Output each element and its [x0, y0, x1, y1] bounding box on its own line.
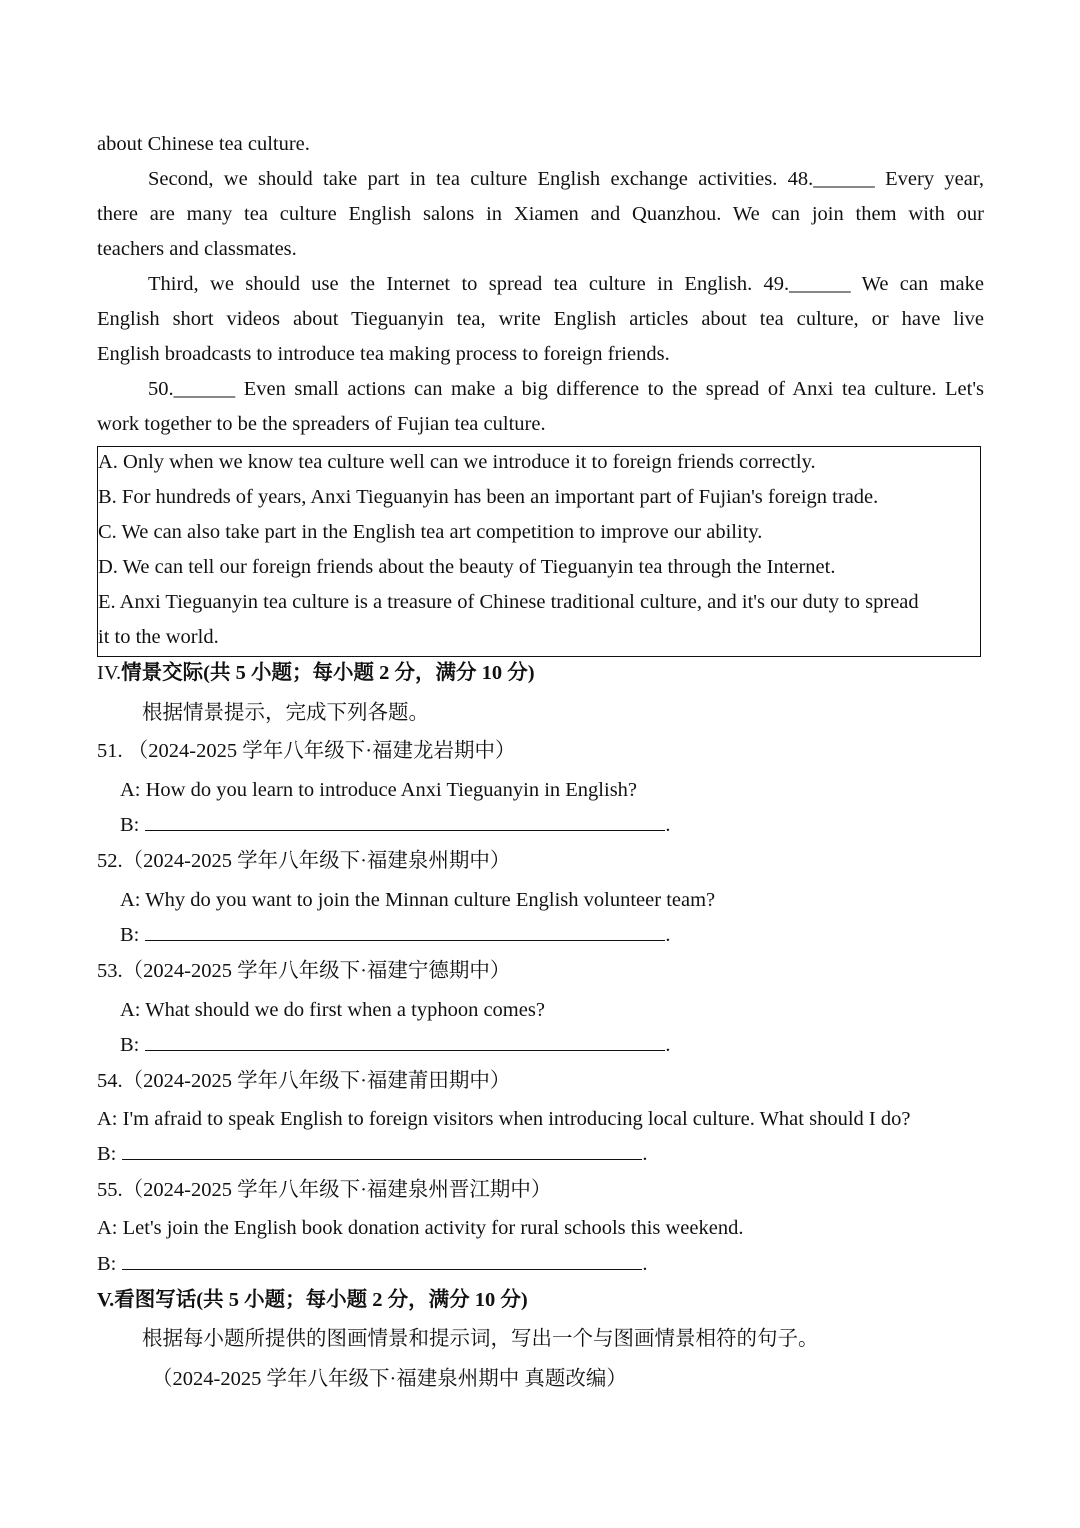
passage-line: Second, we should take part in tea culture English exchange activities. 48.______ Every year, [148, 168, 984, 190]
passage-line: there are many tea culture English salons in Xiamen and Quanzhou. We can join them with our [97, 203, 984, 225]
answer-label: B: [97, 1253, 117, 1275]
option-a: A. Only when we know tea culture well can we introduce it to foreign friends correctly. [98, 451, 816, 473]
passage-line: English broadcasts to introduce tea making process to foreign friends. [97, 343, 670, 365]
question-55-answer-line [97, 1251, 648, 1277]
question-52-header: 52.（2024-2025 学年八年级下·福建泉州期中） [97, 850, 511, 872]
option-d: D. We can tell our foreign friends about the beauty of Tieguanyin tea through the Internet. [98, 556, 836, 578]
option-c: C. We can also take part in the English tea art competition to improve our ability. [98, 521, 763, 543]
question-51-prompt: A: How do you learn to introduce Anxi Tieguanyin in English? [120, 779, 638, 801]
answer-blank[interactable] [145, 922, 665, 941]
question-54-answer-line [97, 1141, 648, 1167]
question-53-answer-line [120, 1032, 671, 1058]
passage-line: about Chinese tea culture. [97, 133, 310, 155]
answer-blank[interactable] [145, 1032, 665, 1051]
passage-line: 50.______ Even small actions can make a big difference to the spread of Anxi tea culture. Let's [148, 378, 984, 400]
answer-period: . [665, 924, 671, 946]
question-53-prompt: A: What should we do first when a typhoon comes? [120, 999, 545, 1021]
section-4-instruction: 根据情景提示，完成下列各题。 [142, 702, 429, 724]
section-4-heading [97, 660, 535, 686]
question-55-prompt: A: Let's join the English book donation activity for rural schools this weekend. [97, 1217, 744, 1239]
answer-label: B: [120, 1034, 140, 1056]
answer-period: . [665, 814, 671, 836]
question-52-answer-line [120, 922, 671, 948]
question-51-answer-line [120, 812, 671, 838]
option-e: E. Anxi Tieguanyin tea culture is a treasure of Chinese traditional culture, and it's our duty to spread [98, 591, 919, 613]
option-b: B. For hundreds of years, Anxi Tieguanyin has been an important part of Fujian's foreign trade. [98, 486, 879, 508]
passage-line: work together to be the spreaders of Fujian tea culture. [97, 413, 546, 435]
answer-label: B: [97, 1143, 117, 1165]
passage-line: teachers and classmates. [97, 238, 297, 260]
options-box [97, 446, 981, 657]
question-55-header: 55.（2024-2025 学年八年级下·福建泉州晋江期中） [97, 1179, 552, 1201]
answer-label: B: [120, 814, 140, 836]
section-4-title: 情景交际(共 5 小题；每小题 2 分，满分 10 分) [121, 662, 535, 684]
passage-line: Third, we should use the Internet to spread tea culture in English. 49.______ We can make [148, 273, 984, 295]
question-51-header: 51. （2024-2025 学年八年级下·福建龙岩期中） [97, 740, 516, 762]
answer-label: B: [120, 924, 140, 946]
option-e-continued: it to the world. [98, 626, 219, 648]
section-5-source: （2024-2025 学年八年级下·福建泉州期中 真题改编） [152, 1368, 627, 1390]
section-4-numeral: IV. [97, 662, 122, 684]
question-52-prompt: A: Why do you want to join the Minnan culture English volunteer team? [120, 889, 716, 911]
answer-blank[interactable] [122, 1251, 642, 1270]
passage-line: English short videos about Tieguanyin tea, write English articles about tea culture, or have live [97, 308, 984, 330]
section-5-instruction: 根据每小题所提供的图画情景和提示词，写出一个与图画情景相符的句子。 [142, 1328, 819, 1350]
answer-blank[interactable] [145, 812, 665, 831]
answer-period: . [665, 1034, 671, 1056]
question-54-prompt: A: I'm afraid to speak English to foreign visitors when introducing local culture. What should I do? [97, 1108, 911, 1130]
section-5-heading: V.看图写话(共 5 小题；每小题 2 分，满分 10 分) [97, 1289, 528, 1311]
answer-period: . [642, 1143, 648, 1165]
question-53-header: 53.（2024-2025 学年八年级下·福建宁德期中） [97, 960, 511, 982]
answer-period: . [642, 1253, 648, 1275]
answer-blank[interactable] [122, 1141, 642, 1160]
question-54-header: 54.（2024-2025 学年八年级下·福建莆田期中） [97, 1070, 511, 1092]
